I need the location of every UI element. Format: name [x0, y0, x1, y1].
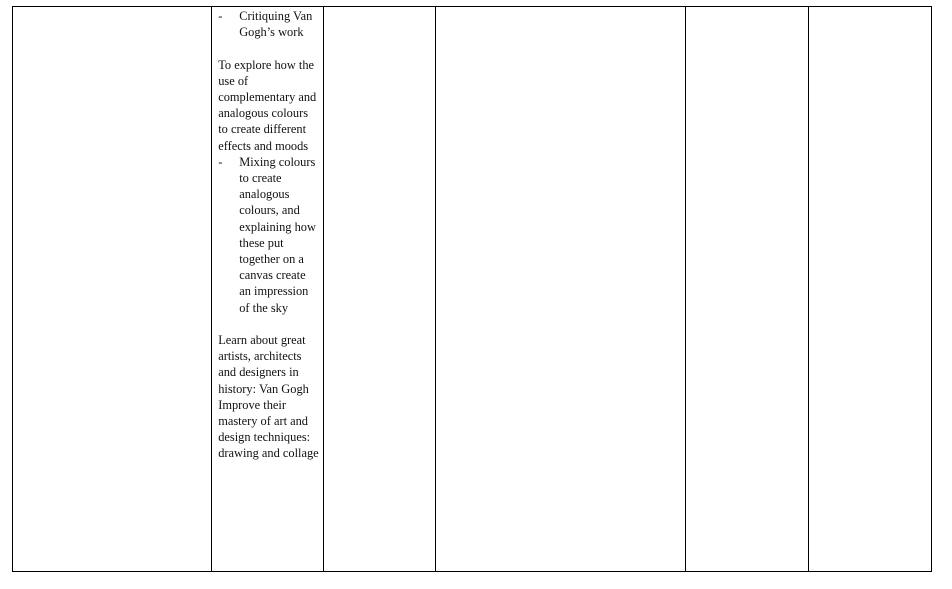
spacer	[218, 316, 319, 332]
critique-bullet-list	[218, 8, 319, 40]
artists-objective-text: Learn about great artists, architects and designers in history: Van Gogh	[218, 333, 309, 396]
table-row	[13, 7, 932, 572]
techniques-objective-text: Improve their mastery of art and design techniques: drawing and collage	[218, 397, 319, 461]
list-item	[218, 8, 319, 40]
bullet-dash: -	[218, 154, 223, 169]
mixing-bullet-list	[218, 154, 319, 316]
table-cell-empty-6	[808, 7, 931, 572]
objectives-content	[212, 7, 323, 462]
bullet-text: Critiquing Van Gogh’s work	[239, 9, 313, 40]
table-cell-empty-3	[324, 7, 436, 572]
table-cell-empty-1	[13, 7, 212, 572]
spacer	[218, 40, 319, 56]
list-item	[218, 154, 319, 316]
lesson-plan-table	[12, 6, 932, 572]
table-cell-objectives	[212, 7, 324, 572]
table-cell-empty-4	[436, 7, 685, 572]
colour-objective-text: To explore how the use of complementary and analogous colours to create different effects and moods	[218, 57, 317, 153]
bullet-dash: -	[218, 9, 223, 23]
bullet-text: Mixing colours to create analogous colours, and explaining how these put together on a canvas create an impression of the sky	[239, 154, 316, 315]
table-cell-empty-5	[685, 7, 808, 572]
